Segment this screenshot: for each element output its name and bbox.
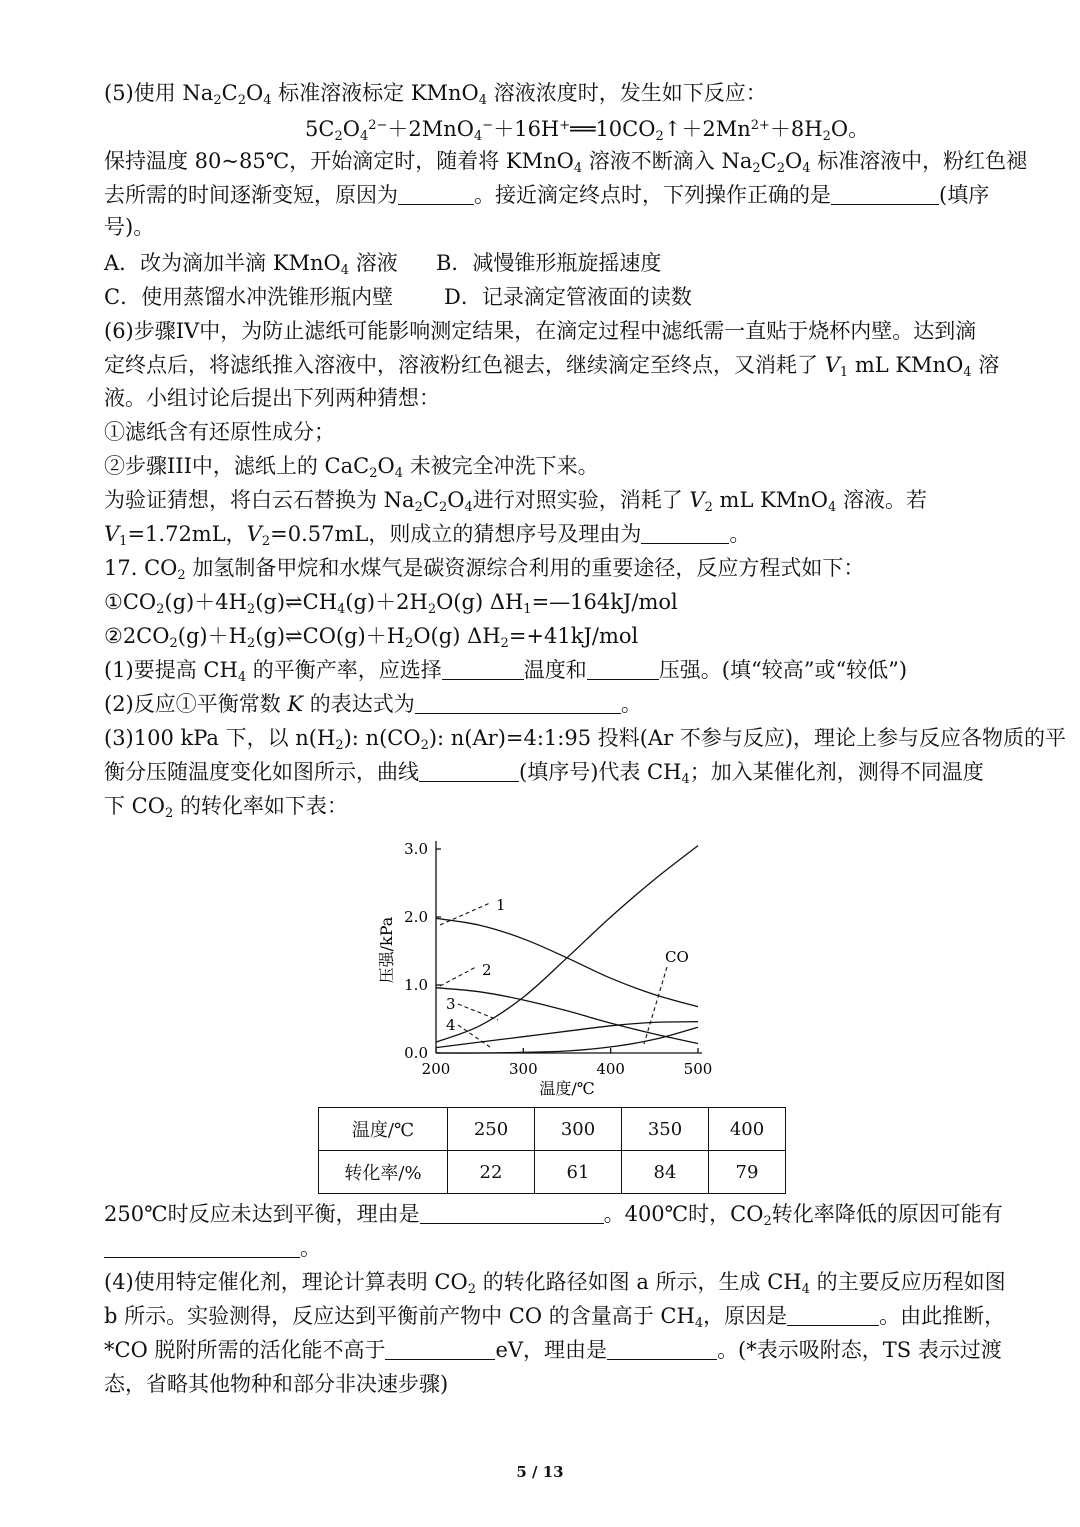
table-header-cell: 转化率/% <box>319 1151 448 1194</box>
chart-annotations <box>440 896 689 1047</box>
answer-blank[interactable] <box>587 657 659 680</box>
curve-label-co: CO <box>665 948 689 966</box>
x-tick-label: 200 <box>421 1060 451 1078</box>
answer-blank[interactable] <box>831 182 939 205</box>
q5-line3: 保持温度 80~85℃，开始滴定时，随着将 KMnO$_4$ 溶液不断滴入 $Na_2C_2O_4$ 标准溶液中，粉红色褪 <box>104 149 1028 176</box>
q5-line5: 号)。 <box>104 215 155 239</box>
answer-blank[interactable] <box>385 1337 495 1360</box>
q6-line2: 定终点后，将滤纸推入溶液中，溶液粉红色褪去，继续滴定至终点，又消耗了 $V_1$ mL KMnO$_4$ 溶 <box>104 353 1000 380</box>
q17-reaction-1: $①CO_2(g)+4H_2(g)\rightleftharpoons CH_4(g)+2H_2O(g)$ $\Delta H_1=—164kJ$/mol <box>104 590 678 617</box>
answer-blank[interactable] <box>607 1337 717 1360</box>
q17-reaction-2: $②2CO_2(g)+H_2(g)\rightleftharpoons CO(g)+H_2O(g)$ $\Delta H_2=+41kJ$/mol <box>104 624 639 651</box>
series-line-3 <box>436 846 698 1043</box>
answer-blank[interactable] <box>104 1235 300 1258</box>
leader-line-4 <box>458 1025 490 1047</box>
table-cell: 400 <box>709 1108 786 1151</box>
q6-line7: $V_1=1.72mL$，$V_2=0.57mL$，则成立的猜想序号及理由为 。 <box>104 522 751 549</box>
x-tick-label: 400 <box>596 1060 625 1078</box>
q6-guess-2: ②步骤III中，滤纸上的 $CaC_2O_4$ 未被完全冲洗下来。 <box>104 454 599 481</box>
answer-blank[interactable] <box>442 657 524 680</box>
leader-line-3 <box>458 1004 498 1020</box>
series-line-4 <box>436 1022 698 1048</box>
table-header-cell: 温度/℃ <box>319 1108 448 1151</box>
table-row <box>319 1151 786 1194</box>
q6-line6: 为验证猜想，将白云石替换为 $Na_2C_2O_4$进行对照实验，消耗了 $V_2$ mL KMnO$_4$ 溶液。若 <box>104 488 927 515</box>
x-axis-label: 温度/℃ <box>539 1079 595 1098</box>
curve-label-3: 3 <box>446 995 456 1013</box>
table-cell: 300 <box>535 1108 622 1151</box>
q17-after-table-1: 250℃时反应未达到平衡，理由是 。400℃时，$CO_2$转化率降低的原因可能有 <box>104 1202 1003 1229</box>
table-cell: 22 <box>448 1151 535 1194</box>
leader-line-co <box>644 967 667 1044</box>
y-tick-label: 2.0 <box>404 908 428 926</box>
table-cell: 61 <box>535 1151 622 1194</box>
answer-blank[interactable] <box>419 759 519 782</box>
table-cell: 84 <box>622 1151 709 1194</box>
q17-part4-line3: *CO 脱附所需的活化能不高于 eV，理由是 。(*表示吸附态，TS 表示过渡 <box>104 1338 1002 1362</box>
q5-option-a: A．改为滴加半滴 KMnO$_4$ 溶液 <box>104 251 398 278</box>
q17-part3-line3: 下 $CO_2$ 的转化率如下表： <box>104 794 348 821</box>
y-tick-label: 3.0 <box>404 840 428 858</box>
answer-blank[interactable] <box>420 1201 604 1224</box>
q5-option-b: B．减慢锥形瓶旋摇速度 <box>436 251 662 275</box>
table-cell: 79 <box>709 1151 786 1194</box>
q17-part3-line1: (3)100 kPa 下，以 $n(H_2)$: $n(CO_2)$: n(Ar)=4:1:95 投料(Ar 不参与反应)，理论上参与反应各物质的平 <box>104 726 1067 753</box>
conversion-table <box>318 1107 786 1194</box>
answer-blank[interactable] <box>398 182 474 205</box>
series-line-1 <box>436 918 698 1006</box>
q6-guess-1: ①滤纸含有还原性成分； <box>104 420 335 444</box>
q5-option-d: D．记录滴定管液面的读数 <box>444 285 692 309</box>
table-row <box>319 1108 786 1151</box>
page-number: 5 / 13 <box>516 1463 564 1481</box>
series-line-2 <box>436 988 698 1044</box>
q17-part2: (2)反应①平衡常数 K 的表达式为 。 <box>104 692 642 716</box>
leader-line-1 <box>440 903 490 925</box>
y-axis-label: 压强/kPa <box>377 916 396 984</box>
q5-intro: (5)使用 $Na_2C_2O_4$ 标准溶液标定 KMnO$_4$ 溶液浓度时，发生如下反应： <box>104 81 767 108</box>
y-tick-label: 0.0 <box>404 1044 428 1062</box>
q5-option-c: C．使用蒸馏水冲洗锥形瓶内壁 <box>104 285 394 309</box>
curve-label-2: 2 <box>482 961 492 979</box>
series-line-co <box>436 1027 698 1053</box>
q17-part1: (1)要提高 $CH_4$ 的平衡产率，应选择 温度和 压强。(填“较高”或“较低”) <box>104 658 908 685</box>
x-tick-label: 300 <box>509 1060 538 1078</box>
table-cell: 350 <box>622 1108 709 1151</box>
answer-blank[interactable] <box>641 521 729 544</box>
curve-label-1: 1 <box>496 896 506 914</box>
q17-part4-line2: b 所示。实验测得，反应达到平衡前产物中 CO 的含量高于 $CH_4$，原因是 。由此推断， <box>104 1304 1006 1331</box>
q5-line4: 去所需的时间逐渐变短，原因为 。接近滴定终点时，下列操作正确的是 (填序 <box>104 183 990 207</box>
chart-axes <box>404 840 712 1078</box>
q17-part4-line1: (4)使用特定催化剂，理论计算表明 $CO_2$ 的转化路径如图 a 所示，生成 $CH_4$ 的主要反应历程如图 <box>104 1270 1006 1297</box>
table-cell: 250 <box>448 1108 535 1151</box>
q17-line1: 17. $CO_2$ 加氢制备甲烷和水煤气是碳资源综合利用的重要途径，反应方程式如下： <box>104 556 865 583</box>
answer-blank[interactable] <box>415 691 621 714</box>
q5-equation: $5C_2O_4^{2-}+2MnO_4^-+16H^+══10CO_2↑+2Mn^{2+}+8H_2O$。 <box>305 117 870 144</box>
q6-line3: 液。小组讨论后提出下列两种猜想： <box>104 386 440 410</box>
leader-line-2 <box>440 967 476 986</box>
curve-label-4: 4 <box>446 1016 456 1034</box>
q17-part3-line2: 衡分压随温度变化如图所示，曲线 (填序号)代表 $CH_4$；加入某催化剂，测得不同温度 <box>104 760 984 787</box>
q17-part4-line4: 态，省略其他物种和部分非决速步骤) <box>104 1372 449 1396</box>
q17-after-table-2: 。 <box>104 1233 321 1263</box>
answer-blank[interactable] <box>787 1303 879 1326</box>
x-tick-label: 500 <box>683 1060 713 1078</box>
y-tick-label: 1.0 <box>404 976 428 994</box>
chart-series <box>436 846 698 1053</box>
q6-line1: (6)步骤IV中，为防止滤纸可能影响测定结果，在滴定过程中滤纸需一直贴于烧杯内壁。达到滴 <box>104 319 977 343</box>
